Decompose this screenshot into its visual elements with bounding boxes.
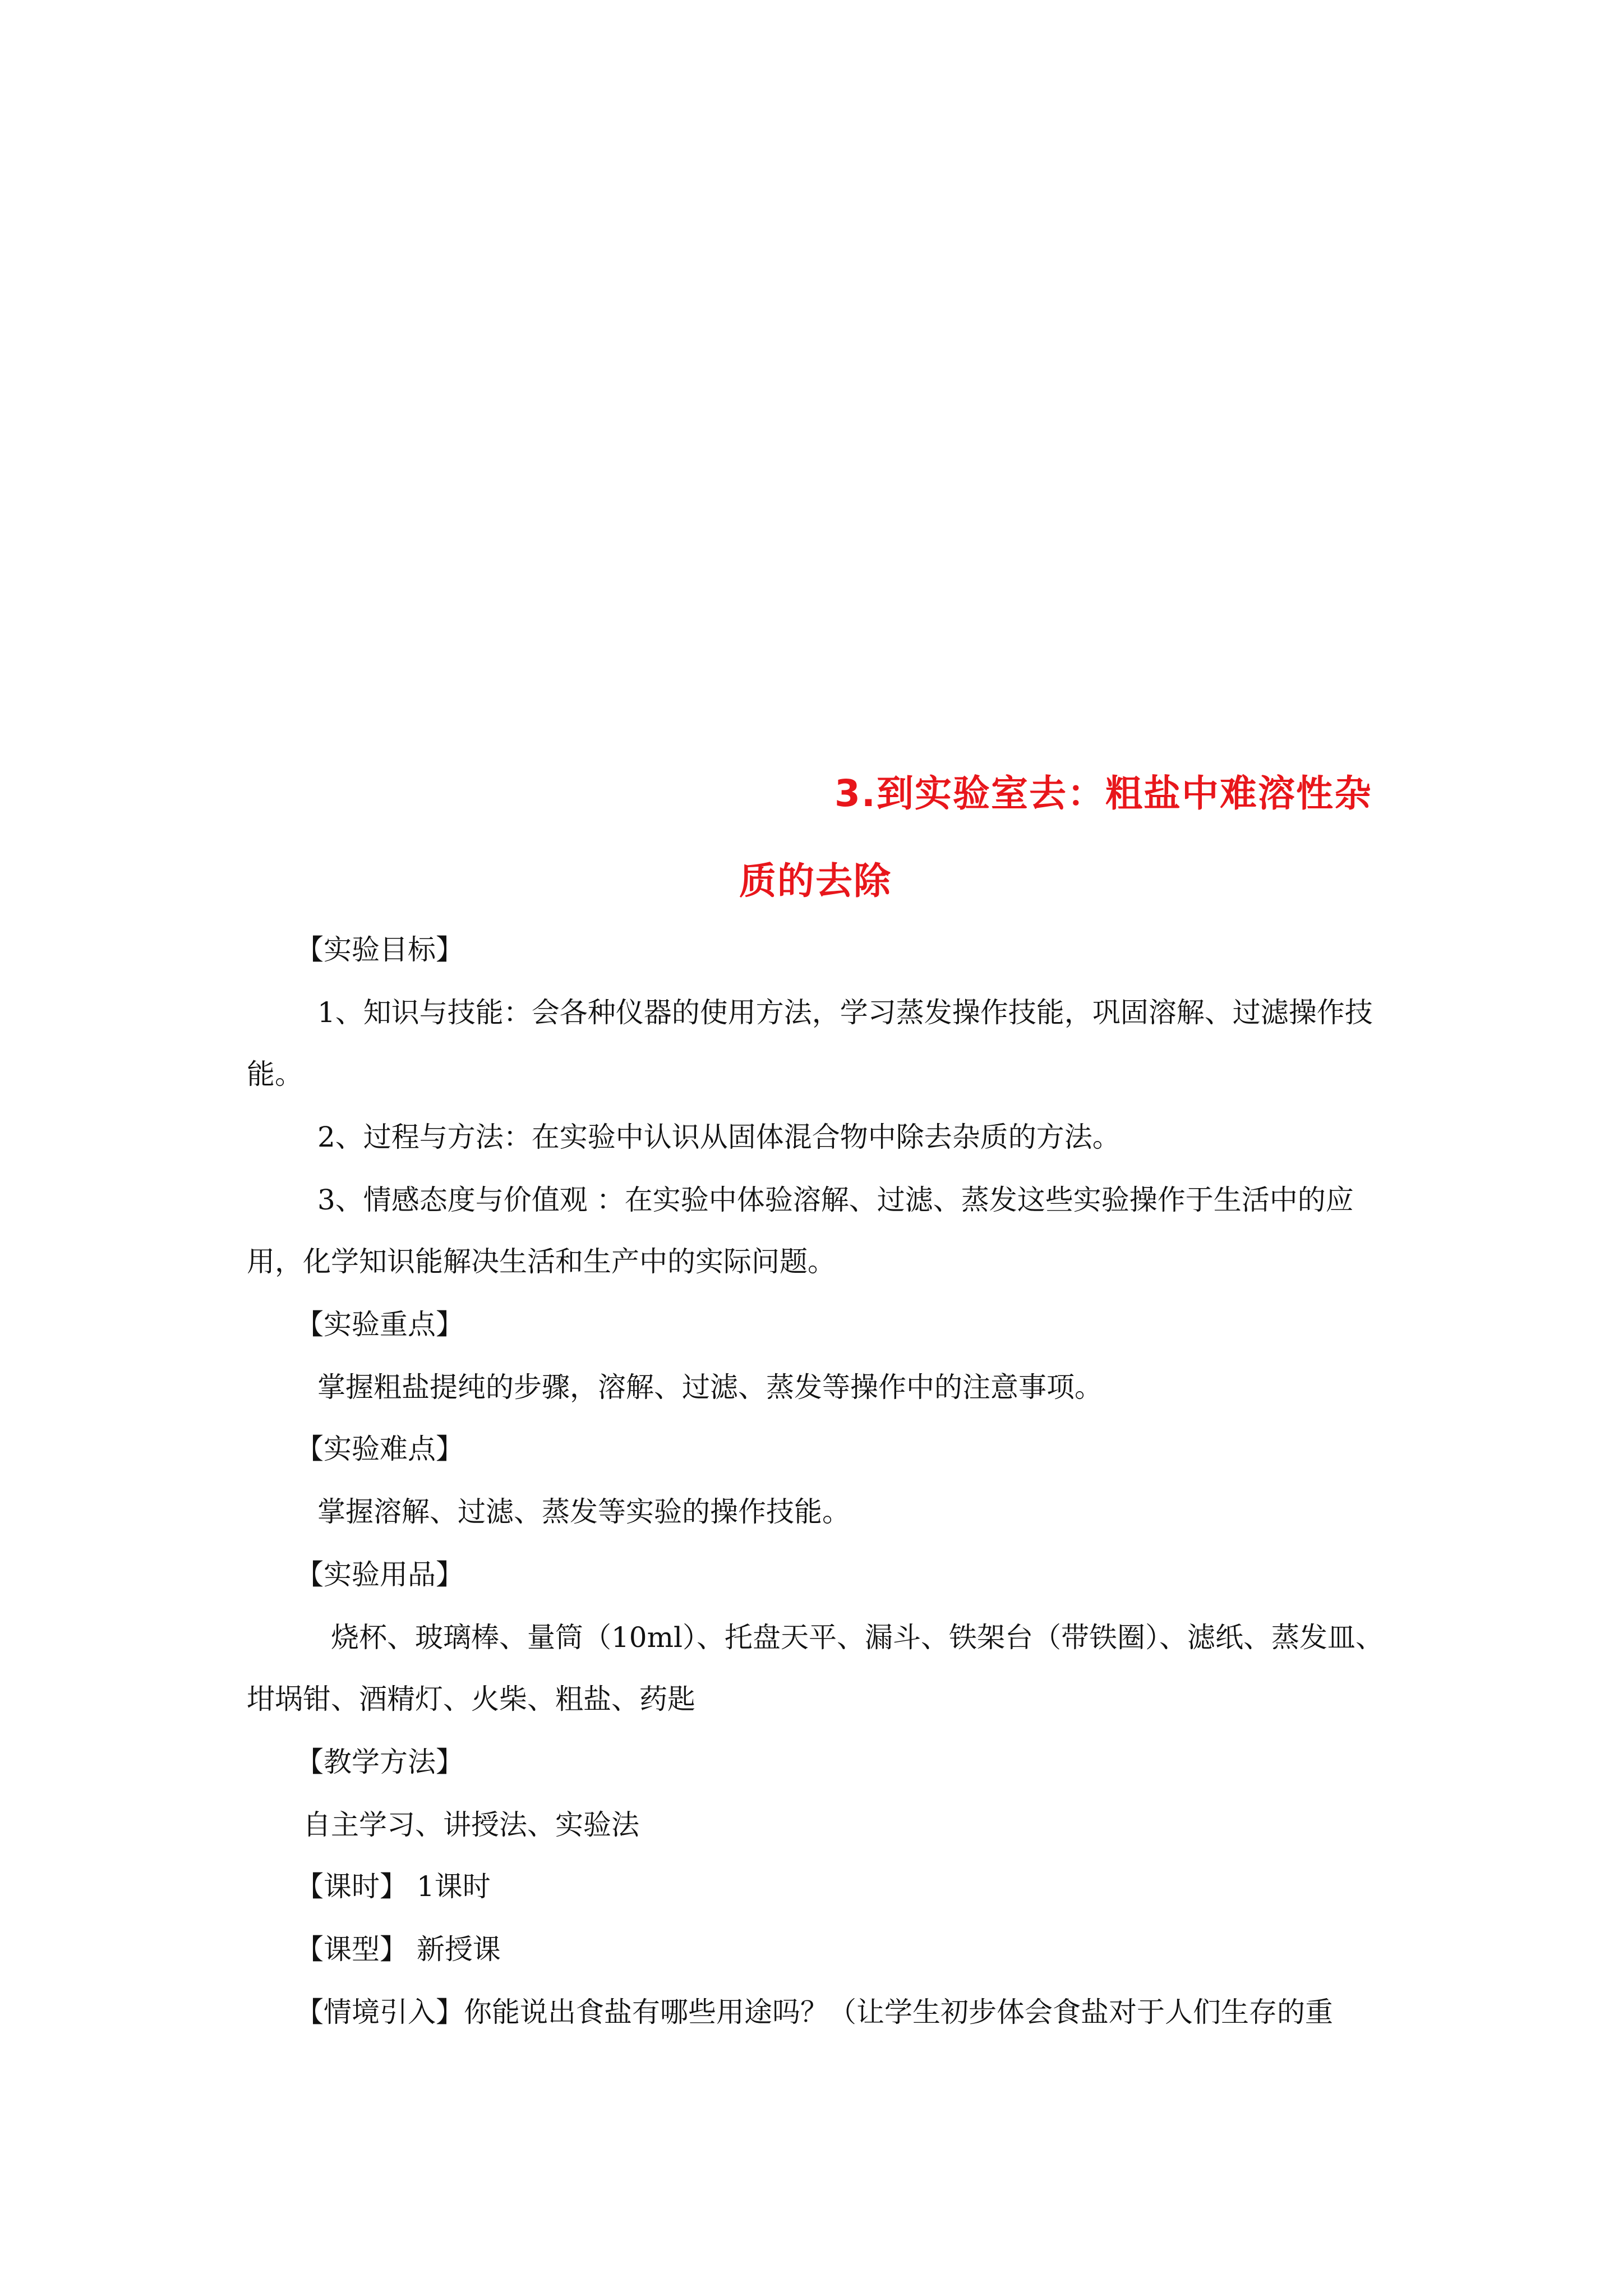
key-points-text: 掌握粗盐提纯的步骤，溶解、过滤、蒸发等操作中的注意事项。: [317, 1371, 1103, 1404]
scenario-intro-line: 【情境引入】你能说出食盐有哪些用途吗？（让学生初步体会食盐对于人们生存的重: [296, 1996, 1333, 2028]
lesson-type-line: 【课型】 新授课: [296, 1933, 501, 1966]
goal-2: 2、过程与方法：在实验中认识从固体混合物中除去杂质的方法。: [317, 1121, 1121, 1153]
document-title-line-2: 质的去除: [739, 859, 892, 903]
difficult-points-heading: 【实验难点】: [296, 1433, 464, 1465]
difficult-points-text: 掌握溶解、过滤、蒸发等实验的操作技能。: [317, 1496, 850, 1528]
teaching-method-text: 自主学习、讲授法、实验法: [303, 1809, 639, 1841]
goal-3-line-2: 用，化学知识能解决生活和生产中的实际问题。: [247, 1245, 836, 1278]
class-hours-line: 【课时】 1课时: [296, 1870, 491, 1903]
goal-1-line-2: 能。: [247, 1058, 303, 1091]
materials-line-2: 坩埚钳、酒精灯、火柴、粗盐、药匙: [247, 1683, 695, 1715]
teaching-method-heading: 【教学方法】: [296, 1746, 464, 1778]
materials-line-1: 烧杯、玻璃棒、量筒（10ml）、托盘天平、漏斗、铁架台（带铁圈）、滤纸、蒸发皿、: [331, 1621, 1384, 1654]
materials-heading: 【实验用品】: [296, 1558, 464, 1591]
goal-3-line-1: 3、情感态度与价值观 ：在实验中体验溶解、过滤、蒸发这些实验操作于生活中的应: [317, 1184, 1354, 1216]
key-points-heading: 【实验重点】: [296, 1308, 464, 1341]
goals-heading: 【实验目标】: [296, 933, 464, 966]
document-title-line-1: 3.到实验室去：粗盐中难溶性杂: [834, 772, 1372, 815]
goal-1-line-1: 1、知识与技能：会各种仪器的使用方法，学习蒸发操作技能，巩固溶解、过滤操作技: [317, 996, 1373, 1029]
